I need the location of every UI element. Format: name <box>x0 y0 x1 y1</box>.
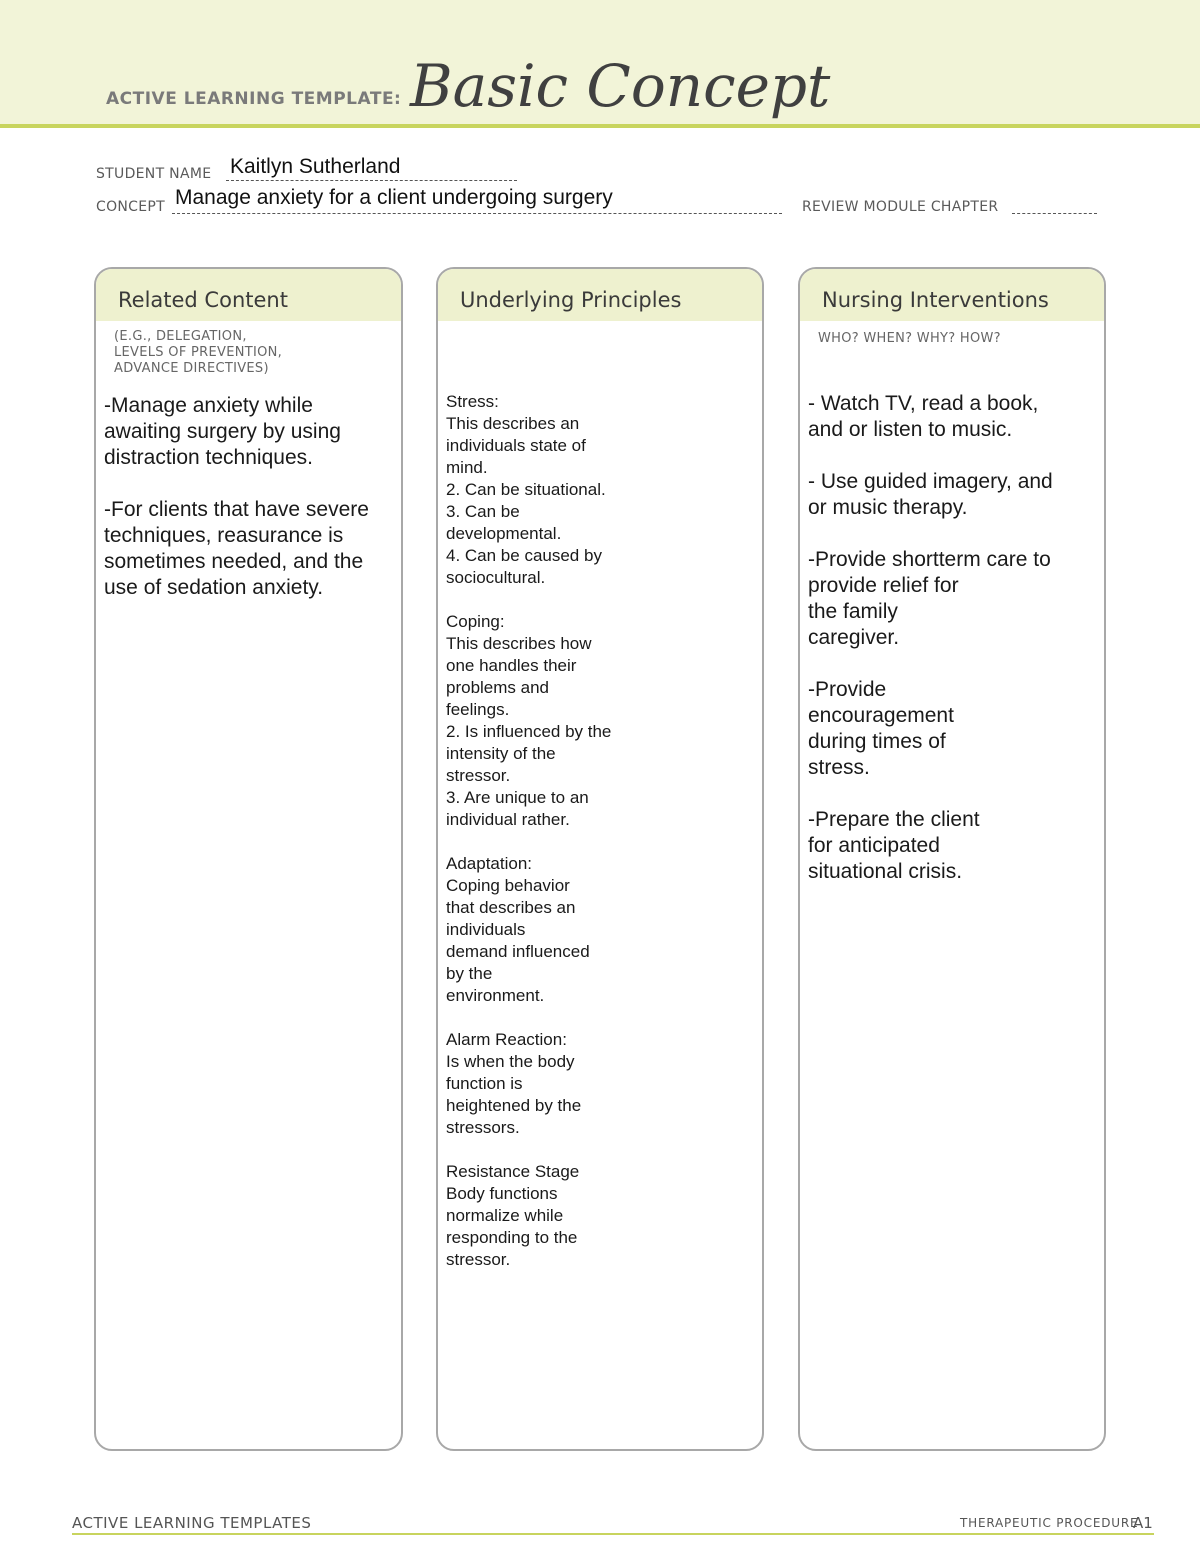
principle-paragraph: Adaptation: Coping behavior that describes an individuals demand influenced by the environment. <box>446 854 590 1005</box>
principle-paragraph: Resistance Stage Body functions normalize while responding to the stressor. <box>446 1162 580 1269</box>
intervention-paragraph: - Watch TV, read a book, and or listen to music. <box>808 392 1039 441</box>
principle-paragraph: Coping: This describes how one handles their problems and feelings. 2. Is influenced by the intensity of the stressor. 3. Are unique to an individual rather. <box>446 612 612 829</box>
footer-divider <box>72 1533 1154 1535</box>
related-content-title: Related Content <box>118 288 288 312</box>
nursing-interventions-subtitle: WHO? WHEN? WHY? HOW? <box>818 331 1001 346</box>
concept-field[interactable]: Manage anxiety for a client undergoing surgery <box>175 186 613 209</box>
related-content-box <box>94 267 403 1451</box>
review-module-underline <box>1012 213 1097 214</box>
related-content-paragraph: -For clients that have severe techniques, reasurance is sometimes needed, and the use of sedation anxiety. <box>104 498 369 599</box>
concept-underline <box>172 213 782 214</box>
nursing-interventions-body[interactable] <box>808 391 1100 911</box>
review-module-label: REVIEW MODULE CHAPTER <box>802 199 999 215</box>
intervention-paragraph: -Provide shortterm care to provide relief for the family caregiver. <box>808 548 1051 649</box>
intervention-paragraph: - Use guided imagery, and or music therapy. <box>808 470 1053 519</box>
related-content-body[interactable] <box>104 393 389 627</box>
student-name-field[interactable]: Kaitlyn Sutherland <box>230 155 401 178</box>
underlying-principles-title: Underlying Principles <box>460 288 682 312</box>
student-name-underline <box>226 180 517 181</box>
nursing-interventions-title: Nursing Interventions <box>822 288 1049 312</box>
concept-label: CONCEPT <box>96 199 165 215</box>
intervention-paragraph: -Prepare the client for anticipated situational crisis. <box>808 808 980 883</box>
footer-right-label: THERAPEUTIC PROCEDURE <box>960 1516 1139 1530</box>
related-content-paragraph: -Manage anxiety while awaiting surgery by using distraction techniques. <box>104 394 341 469</box>
intervention-paragraph: -Provide encouragement during times of stress. <box>808 678 954 779</box>
template-label: ACTIVE LEARNING TEMPLATE: <box>106 89 402 109</box>
header-divider <box>0 124 1200 128</box>
principle-paragraph: Alarm Reaction: Is when the body function is heightened by the stressors. <box>446 1030 582 1137</box>
footer-page-code: A1 <box>1133 1514 1153 1532</box>
related-content-subtitle: (E.G., DELEGATION, LEVELS OF PREVENTION, ADVANCE DIRECTIVES) <box>114 329 283 376</box>
student-name-label: STUDENT NAME <box>96 166 212 182</box>
nursing-interventions-box <box>798 267 1106 1451</box>
underlying-principles-box <box>436 267 764 1451</box>
template-title: Basic Concept <box>410 52 831 120</box>
principle-paragraph: Stress: This describes an individuals state of mind. 2. Can be situational. 3. Can be developmental. 4. Can be caused by sociocultural. <box>446 392 606 587</box>
footer-left-label: ACTIVE LEARNING TEMPLATES <box>72 1514 312 1532</box>
underlying-principles-body[interactable] <box>446 391 751 1293</box>
